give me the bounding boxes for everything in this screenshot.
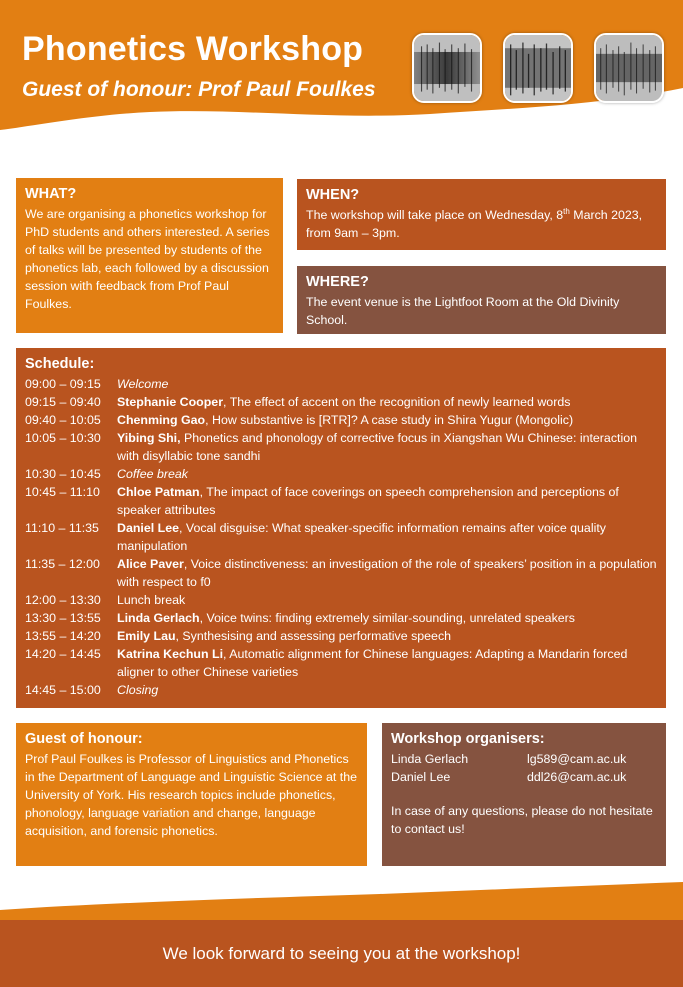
what-body: We are organising a phonetics workshop for PhD students and others interested. A series of talks will be presented by students of the phonetics lab, each followed by a discussion session with feedback from Prof Paul Foulkes. [25,207,270,311]
spectrogram-icon [594,33,664,103]
schedule-description [117,465,657,483]
schedule-description [117,393,657,411]
spectrogram-icon [503,33,573,103]
when-heading: WHEN? [306,187,360,203]
schedule-time: 12:00 – 13:30 [25,593,101,607]
schedule-title: , How substantive is [RTR]? A case study in Shira Yugur (Mongolic) [205,413,574,427]
schedule-time: 11:10 – 11:35 [25,521,99,535]
schedule-row [25,393,657,411]
schedule-row [25,465,657,483]
schedule-time: 11:35 – 12:00 [25,557,100,571]
schedule-title: , The effect of accent on the recognition of newly learned words [223,395,571,409]
schedule-row [25,627,657,645]
schedule-description [117,645,657,681]
organisers-note: In case of any questions, please do not hesitate to contact us! [391,804,653,836]
schedule-row [25,609,657,627]
schedule-title: Phonetics and phonology of corrective focus in Xiangshan Wu Chinese: interaction with disyllabic tone sandhi [117,431,637,463]
schedule-description [117,411,657,429]
schedule-list [25,375,657,699]
schedule-heading: Schedule: [25,356,95,372]
when-body: The workshop will take place on Wednesday, 8th March 2023, from 9am – 3pm. [306,206,643,240]
when-box [297,179,666,250]
spectrogram-icon [412,33,482,103]
schedule-speaker: Katrina Kechun Li [117,647,224,661]
schedule-row [25,645,657,681]
where-box [297,266,666,334]
page-subtitle: Guest of honour: Prof Paul Foulkes [22,78,376,101]
schedule-title: , Voice twins: finding extremely similar-sounding, unrelated speakers [199,611,575,625]
schedule-speaker: Daniel Lee [117,521,179,535]
schedule-description [117,681,657,699]
schedule-description [117,555,657,591]
schedule-row [25,519,657,555]
schedule-title: , Automatic alignment for Chinese languages: Adapting a Mandarin forced aligner to other Chinese varieties [117,647,628,679]
schedule-description [117,627,657,645]
schedule-title: Closing [117,683,159,697]
header-band [0,0,683,140]
schedule-time: 09:15 – 09:40 [25,395,101,409]
where-heading: WHERE? [306,274,369,290]
where-body: The event venue is the Lightfoot Room at the Old Divinity School. [306,295,620,327]
schedule-time: 10:05 – 10:30 [25,431,101,445]
schedule-time: 13:55 – 14:20 [25,629,101,643]
schedule-time: 09:40 – 10:05 [25,413,101,427]
schedule-row [25,483,657,519]
organiser-name: Linda Gerlach [391,752,469,766]
schedule-speaker: Alice Paver [117,557,184,571]
organiser-email[interactable]: lg589@cam.ac.uk [527,752,627,766]
schedule-description [117,483,657,519]
schedule-title: , Voice distinctiveness: an investigation of the role of speakers’ position in a population with respect to f0 [117,557,657,589]
schedule-description [117,519,657,555]
schedule-title: Coffee break [117,467,188,481]
schedule-box [16,348,666,708]
schedule-row [25,375,657,393]
guest-body: Prof Paul Foulkes is Professor of Linguistics and Phonetics in the Department of Language and Linguistic Science at the University of York. His research topics include phonetics, phonology, language variation and change, language acquisition, and forensic phonetics. [25,752,358,838]
organisers-heading: Workshop organisers: [391,731,545,747]
footer-text: We look forward to seeing you at the workshop! [162,943,521,963]
schedule-speaker: Chenming Gao [117,413,206,427]
guest-heading: Guest of honour: [25,731,143,747]
schedule-title: , The impact of face coverings on speech comprehension and perceptions of speaker attributes [117,485,619,517]
schedule-speaker: Stephanie Cooper [117,395,224,409]
schedule-row [25,591,657,609]
schedule-row [25,429,657,465]
schedule-title: , Vocal disguise: What speaker-specific information remains after voice quality manipulation [117,521,606,553]
schedule-description [117,591,657,609]
schedule-speaker: Chloe Patman [117,485,200,499]
schedule-title: , Synthesising and assessing performative speech [175,629,452,643]
schedule-row [25,555,657,591]
organiser-row [391,768,657,786]
schedule-title: Welcome [117,377,169,391]
organiser-email[interactable]: ddl26@cam.ac.uk [527,770,627,784]
schedule-speaker: Emily Lau [117,629,176,643]
schedule-time: 10:45 – 11:10 [25,485,100,499]
what-heading: WHAT? [25,186,77,202]
guest-box [16,723,367,866]
schedule-title: Lunch break [117,593,186,607]
organiser-name: Daniel Lee [391,770,451,784]
schedule-row [25,411,657,429]
schedule-time: 09:00 – 09:15 [25,377,101,391]
page-title: Phonetics Workshop [22,30,364,68]
schedule-time: 14:45 – 15:00 [25,683,101,697]
what-box [16,178,283,333]
schedule-speaker: Yibing Shi, [117,431,181,445]
schedule-description [117,429,657,465]
schedule-speaker: Linda Gerlach [117,611,200,625]
schedule-description [117,609,657,627]
organiser-row [391,750,657,768]
schedule-time: 13:30 – 13:55 [25,611,101,625]
organisers-box [382,723,666,866]
footer-banner [0,920,683,987]
schedule-row [25,681,657,699]
footer-wave [0,880,683,925]
schedule-time: 10:30 – 10:45 [25,467,101,481]
schedule-time: 14:20 – 14:45 [25,647,101,661]
schedule-description [117,375,657,393]
